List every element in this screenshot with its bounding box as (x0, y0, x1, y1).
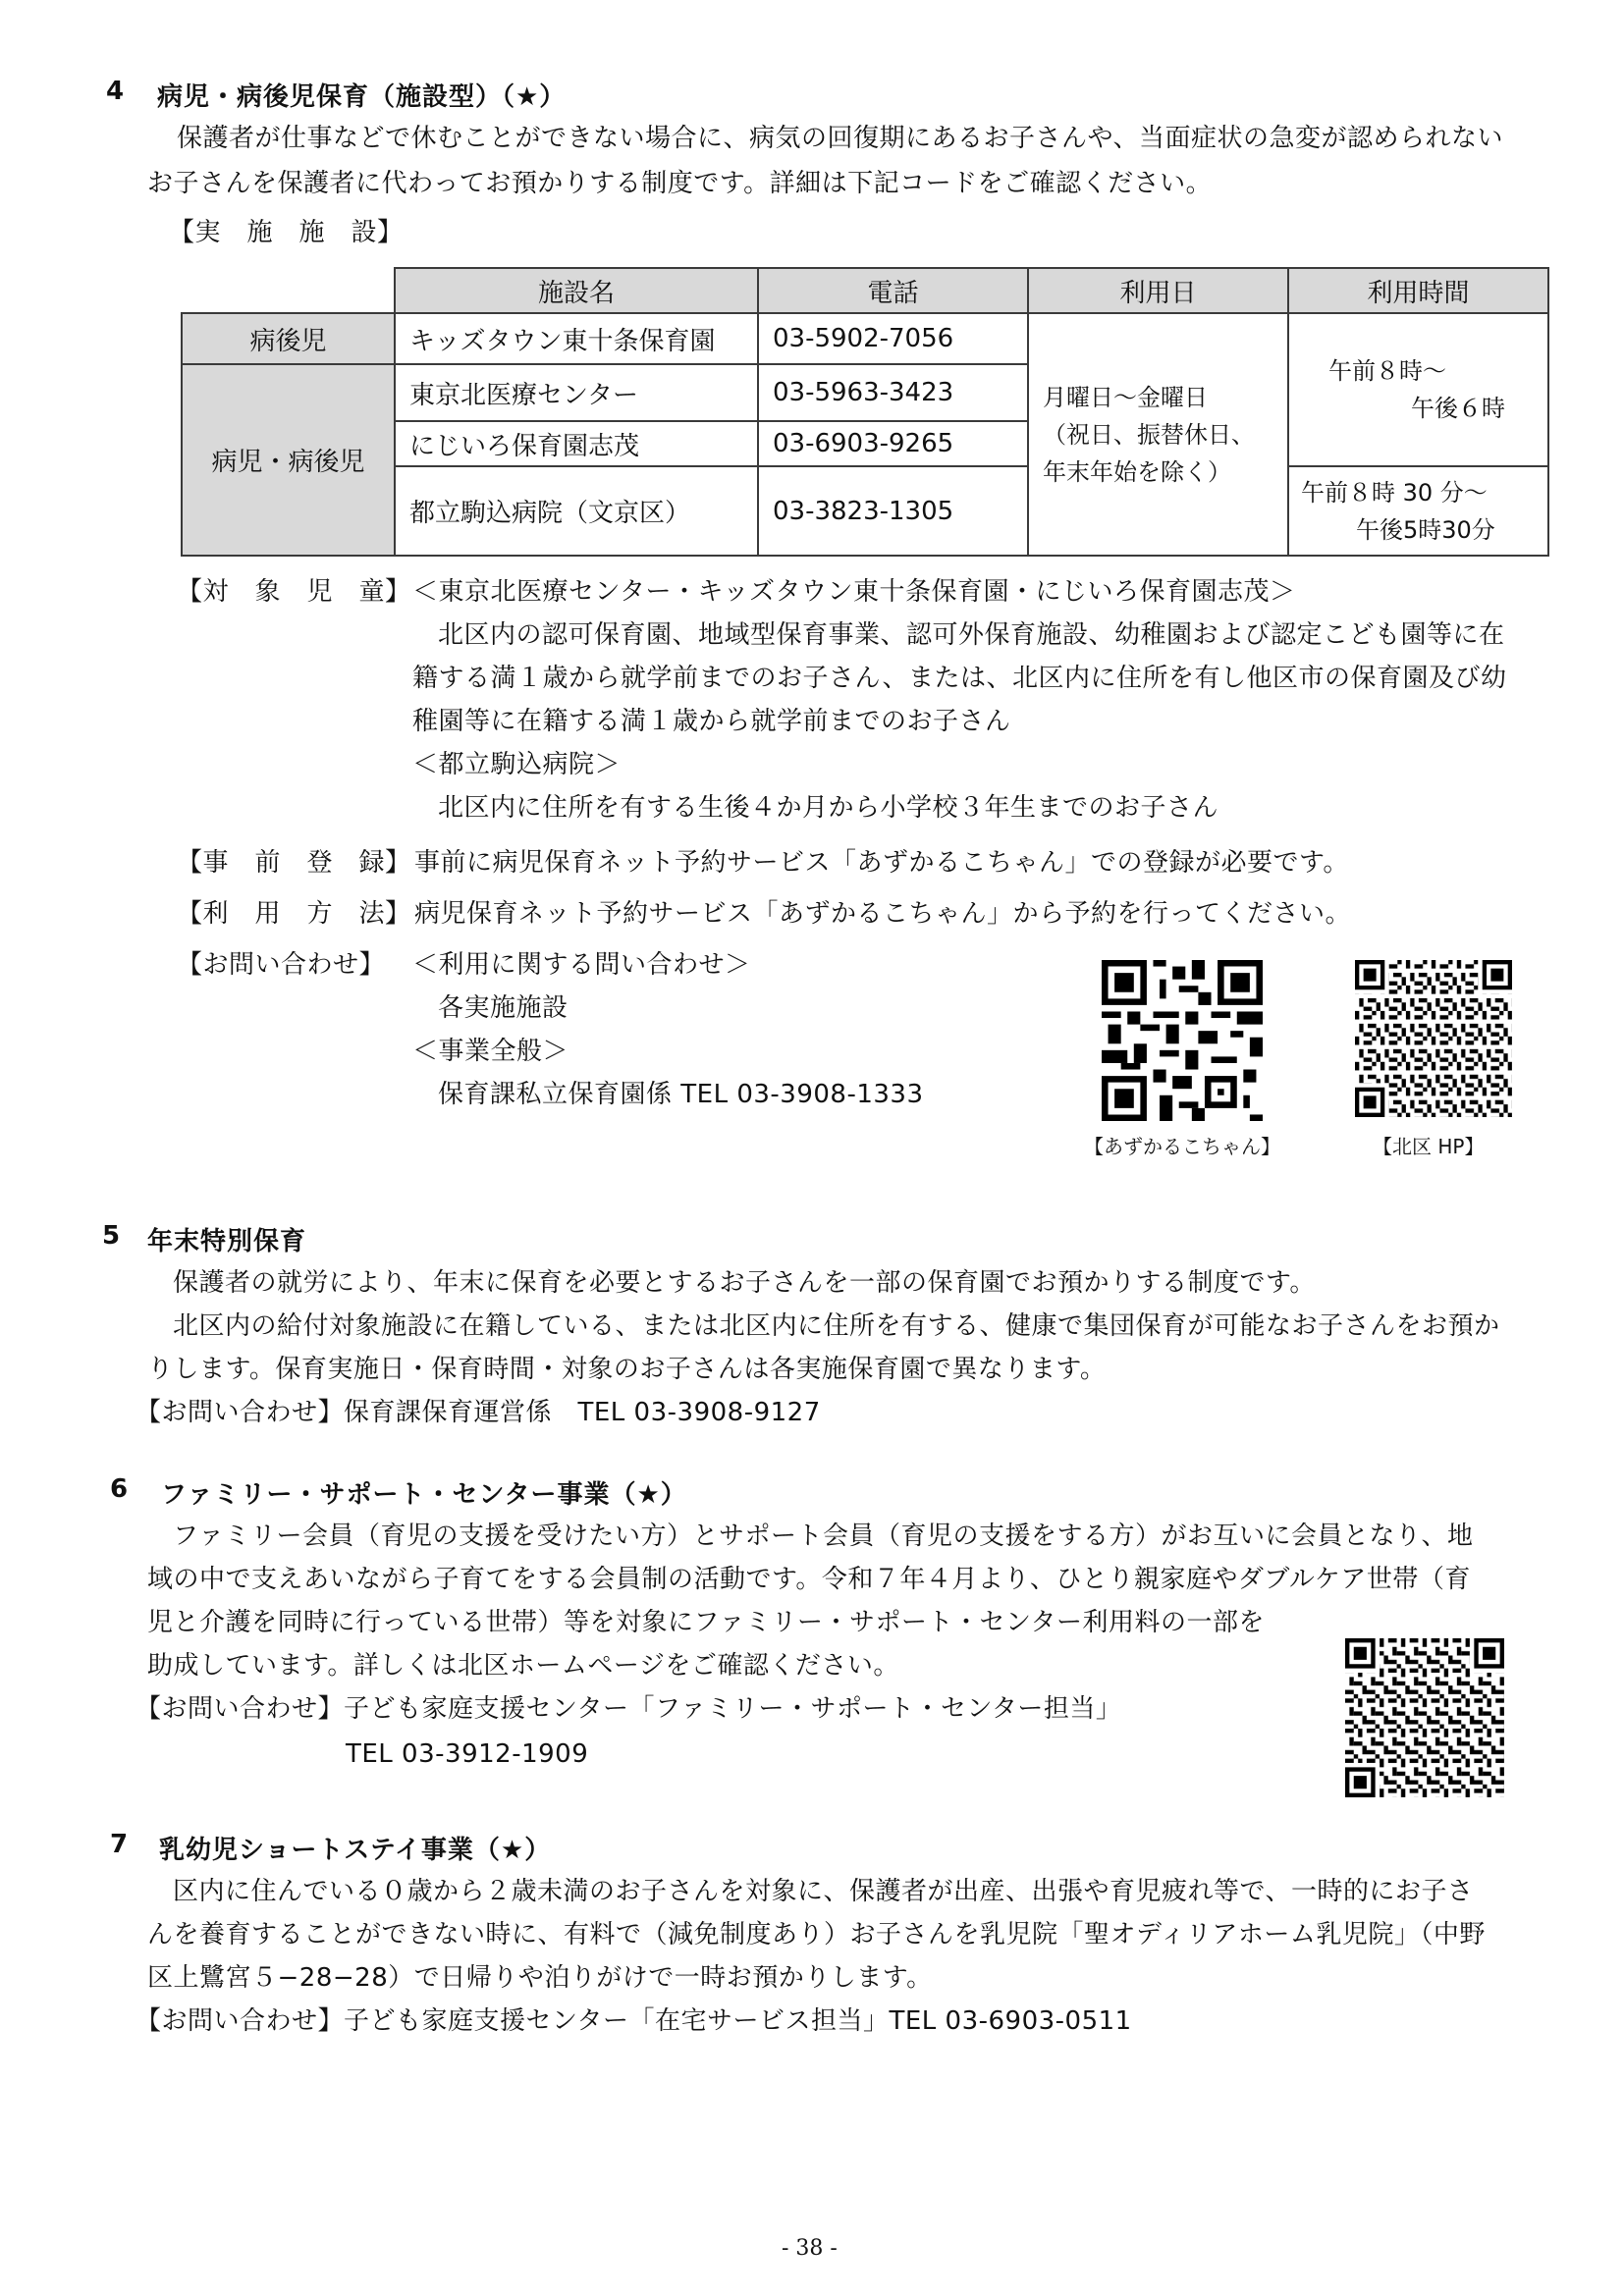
hours-a-end: 午後６時 (1411, 395, 1505, 422)
section-6-contact: 【お問い合わせ】子ども家庭支援センター「ファミリー・サポート・センター担当」 (135, 1694, 1122, 1724)
section-7-line1: 区内に住んでいる０歳から２歳未満のお子さんを対象に、保護者が出産、出張や育児疲れ等で、一時的にお子さ (173, 1877, 1474, 1906)
facility-phone: 03-5902-7056 (758, 313, 1028, 364)
usage-label: 【利 用 方 法】 (177, 899, 411, 929)
usage-days-line1: 月曜日～金曜日 (1043, 383, 1208, 411)
facilities-label: 【実 施 施 設】 (169, 218, 404, 247)
section-5-contact: 【お問い合わせ】保育課保育運営係 TEL 03-3908-9127 (135, 1398, 821, 1427)
header-facility-name: 施設名 (395, 268, 758, 313)
section-4-number: 4 (106, 77, 126, 106)
section-4-intro-line2: お子さんを保護者に代わってお預かりする制度です。詳細は下記コードをご確認ください。 (147, 169, 1213, 198)
section-7-line3: 区上鷺宮５−28−28）で日帰りや泊りがけで一時お預かりします。 (147, 1963, 933, 1993)
section-6-line1: ファミリー会員（育児の支援を受けたい方）とサポート会員（育児の支援をする方）がお互いに会員となり、地 (173, 1522, 1474, 1551)
facility-name: 東京北医療センター (395, 364, 758, 421)
contact-sub1-text: 各実施施設 (438, 993, 568, 1023)
section-5-line2: 北区内の給付対象施設に在籍している、または北区内に住所を有する、健康で集団保育が可能なお子さんをお預か (173, 1311, 1500, 1341)
facility-table (181, 267, 1549, 557)
section-4-intro-line1: 保護者が仕事などで休むことができない場合に、病気の回復期にあるお子さんや、当面症状の急変が認められない (177, 124, 1503, 153)
page-number: - 38 - (782, 2236, 838, 2261)
contact-sub2-text: 保育課私立保育園係 TEL 03-3908-1333 (438, 1080, 924, 1109)
header-days: 利用日 (1028, 268, 1288, 313)
section-7-number: 7 (110, 1830, 130, 1859)
facility-phone: 03-6903-9265 (758, 421, 1028, 466)
section-5-line3: りします。保育実施日・保育時間・対象のお子さんは各実施保育園で異なります。 (147, 1355, 1107, 1384)
section-6-line3: 児と介護を同時に行っている世帯）等を対象にファミリー・サポート・センター利用料の一部を (147, 1608, 1265, 1637)
section-7-heading: 乳幼児ショートステイ事業（★） (159, 1836, 552, 1865)
section-6-number: 6 (110, 1474, 130, 1504)
section-5-number: 5 (102, 1221, 122, 1251)
qr1-caption: 【あずかるこちゃん】 (1084, 1135, 1280, 1158)
section-7-line2: んを養育することができない時に、有料で（減免制度あり）お子さんを乳児院「聖オディリアホーム乳児院」（中野 (147, 1920, 1486, 1949)
usage-hours-cell-b (1288, 466, 1548, 556)
usage-hours-cell-a (1288, 313, 1548, 466)
eligible-text1-line2: 籍する満１歳から就学前までのお子さん、または、北区内に住所を有し他区市の保育園及び幼 (412, 664, 1507, 693)
contact-label: 【お問い合わせ】 (177, 950, 386, 980)
eligible-label: 【対 象 児 童】 (177, 577, 411, 607)
prereg-label: 【事 前 登 録】 (177, 848, 411, 878)
table-corner (182, 268, 395, 313)
usage-text: 病児保育ネット予約サービス「あずかるこちゃん」から予約を行ってください。 (414, 899, 1352, 929)
facility-phone: 03-5963-3423 (758, 364, 1028, 421)
eligible-text1-line1: 北区内の認可保育園、地域型保育事業、認可外保育施設、幼稚園および認定こども園等に在 (438, 620, 1505, 650)
hours-b-end: 午後5時30分 (1356, 515, 1495, 544)
header-phone: 電話 (758, 268, 1028, 313)
contact-sub1: ＜利用に関する問い合わせ＞ (412, 950, 751, 980)
facility-name: 都立駒込病院（文京区） (395, 466, 758, 556)
usage-days-cell (1028, 313, 1288, 556)
section-6-heading: ファミリー・サポート・センター事業（★） (161, 1480, 687, 1510)
hours-a-start: 午前８時～ (1328, 357, 1446, 385)
eligible-text1-line3: 稚園等に在籍する満１歳から就学前までのお子さん (412, 707, 1011, 736)
section-4-heading: 病児・病後児保育（施設型）（★） (157, 82, 567, 112)
qr-code-family-support-icon[interactable] (1345, 1637, 1504, 1798)
table-row (182, 313, 1548, 364)
section-5-heading: 年末特別保育 (147, 1227, 307, 1256)
eligible-group2: ＜都立駒込病院＞ (412, 750, 622, 779)
header-hours: 利用時間 (1288, 268, 1548, 313)
contact-sub2: ＜事業全般＞ (412, 1037, 569, 1066)
row-type-sick-convalescent: 病児・病後児 (182, 364, 395, 556)
eligible-group1: ＜東京北医療センター・キッズタウン東十条保育園・にじいろ保育園志茂＞ (412, 577, 1296, 607)
usage-days-line2: （祝日、振替休日、 (1043, 420, 1255, 449)
qr-code-kita-hp-icon[interactable] (1355, 960, 1512, 1117)
section-5-line1: 保護者の就労により、年末に保育を必要とするお子さんを一部の保育園でお預かりする制度です。 (173, 1268, 1316, 1298)
section-6-line4: 助成しています。詳しくは北区ホームページをご確認ください。 (147, 1651, 899, 1681)
hours-b-start: 午前８時 30 分～ (1301, 478, 1488, 507)
row-type-convalescent: 病後児 (182, 313, 395, 364)
section-6-line2: 域の中で支えあいながら子育てをする会員制の活動です。令和７年４月より、ひとり親家庭やダブルケア世帯（育 (147, 1565, 1471, 1594)
qr2-caption: 【北区 HP】 (1373, 1135, 1485, 1158)
qr-code-azukaru-icon[interactable] (1102, 960, 1263, 1121)
section-7-contact: 【お問い合わせ】子ども家庭支援センター「在宅サービス担当」TEL 03-6903-0511 (135, 2006, 1132, 2036)
section-6-contact-tel: TEL 03-3912-1909 (346, 1739, 589, 1769)
facility-name: にじいろ保育園志茂 (395, 421, 758, 466)
eligible-text2: 北区内に住所を有する生後４か月から小学校３年生までのお子さん (438, 793, 1219, 823)
facility-name: キッズタウン東十条保育園 (395, 313, 758, 364)
usage-days-line3: 年末年始を除く） (1043, 457, 1231, 486)
facility-phone: 03-3823-1305 (758, 466, 1028, 556)
prereg-text: 事前に病児保育ネット予約サービス「あずかるこちゃん」での登録が必要です。 (414, 848, 1349, 878)
